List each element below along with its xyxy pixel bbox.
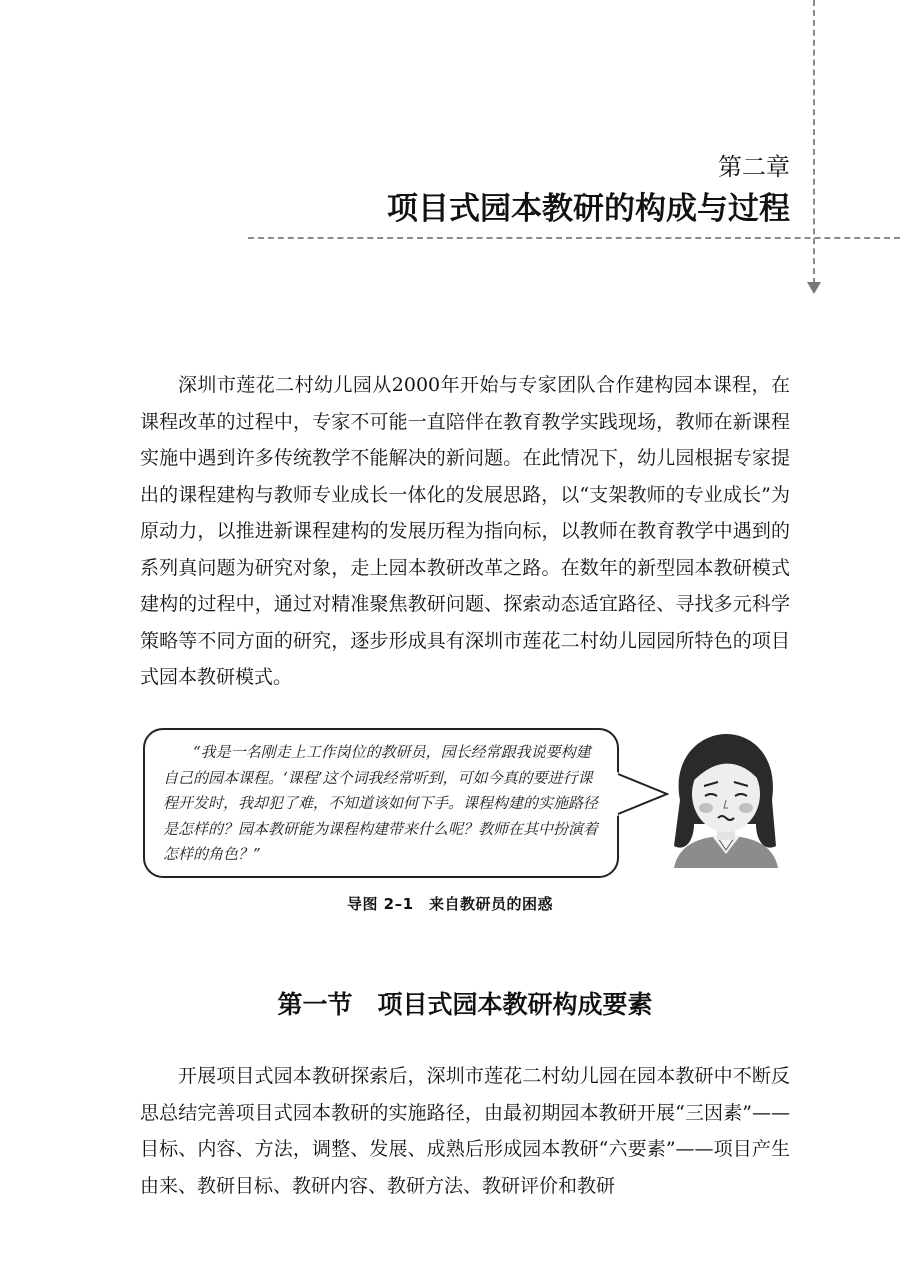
decorative-horizontal-dashed-line — [248, 237, 900, 239]
section-title: 第一节 项目式园本教研构成要素 — [277, 990, 653, 1019]
section-paragraph: 开展项目式园本教研探索后，深圳市莲花二村幼儿园在园本教研中不断反思总结完善项目式园本教研的实施路径，由最初期园本教研开展“三因素”——目标、内容、方法，调整、发展、成熟后形成园本教研“六要素”——项目产生由来、教研目标、教研内容、教研方法、教研评价和教研 — [140, 1065, 790, 1197]
decorative-vertical-dashed-line — [813, 0, 815, 284]
chapter-label: 第二章 — [718, 153, 790, 181]
intro-paragraph: 深圳市莲花二村幼儿园从2000年开始与专家团队合作建构园本课程，在课程改革的过程中，专家不可能一直陪伴在教育教学实践现场，教师在新课程实施中遇到许多传统教学不能解决的新问题。在此情况下，幼儿园根据专家提出的课程建构与教师专业成长一体化的发展思路，以“支架教师的专业成长”为原动力，以推进新课程建构的发展历程为指向标，以教师在教育教学中遇到的系列真问题为研究对象，走上园本教研改革之路。在数年的新型园本教研模式建构的过程中，通过对精准聚焦教研问题、探索动态适宜路径、寻找多元科学策略等不同方面的研究，逐步形成具有深圳市莲花二村幼儿园园所特色的项目式园本教研模式。 — [140, 374, 790, 688]
chapter-title: 项目式园本教研的构成与过程 — [387, 191, 790, 227]
worried-teacher-illustration — [660, 728, 790, 868]
speech-bubble-quote: “我是一名刚走上工作岗位的教研员，园长经常跟我说要构建自己的园本课程。‘课程’这个词我经常听到，可如今真的要进行课程开发时，我却犯了难，不知道该如何下手。课程构建的实施路径是怎样的？园本教研能为课程构建带来什么呢？教师在其中扮演着怎样的角色？” — [163, 743, 599, 863]
figure-caption: 导图 2–1 来自教研员的困惑 — [346, 895, 554, 913]
down-arrow-icon — [807, 282, 821, 294]
speech-bubble — [143, 728, 619, 878]
